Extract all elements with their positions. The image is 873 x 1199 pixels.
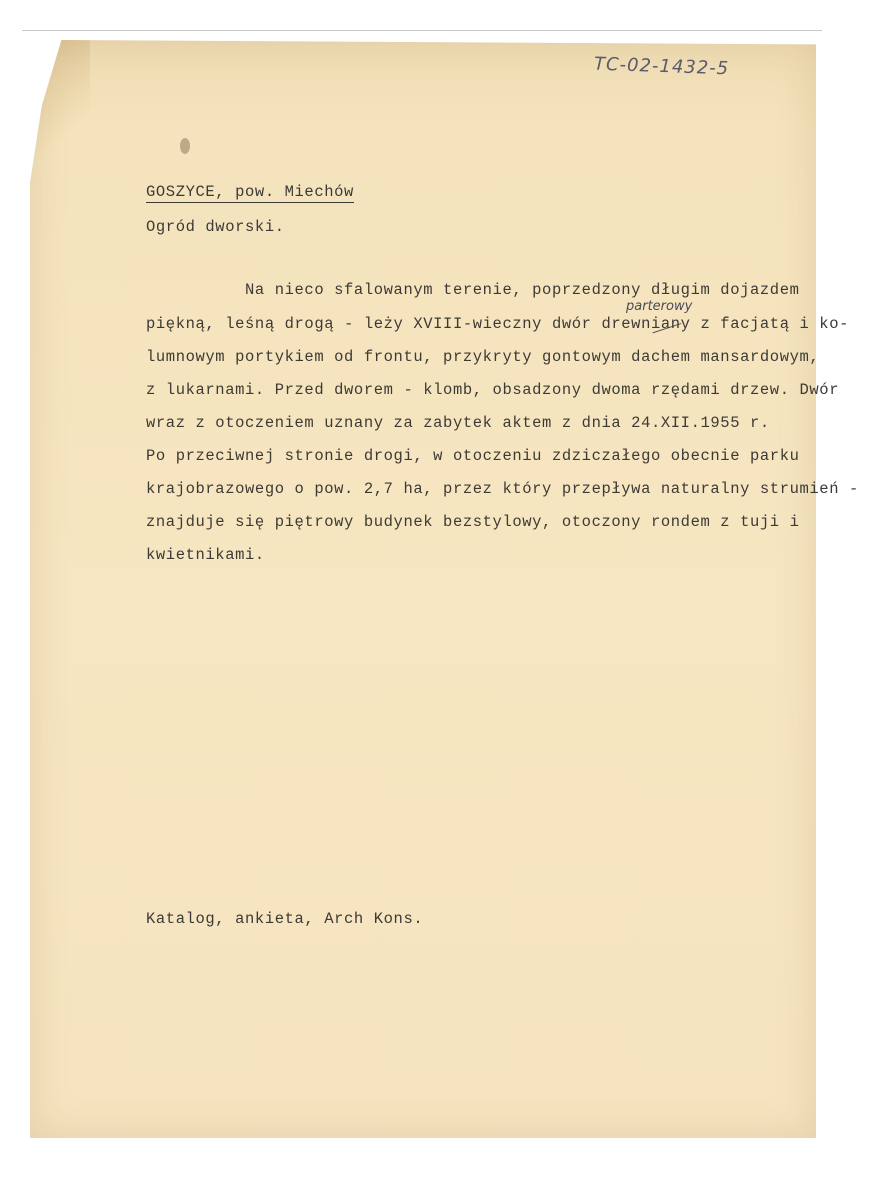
body-line: z lukarnami. Przed dworem - klomb, obsadzony dwoma rzędami drzew. Dwór	[146, 381, 840, 399]
handwritten-reference-number: TC-02-1432-5	[593, 53, 730, 80]
document-title	[146, 183, 354, 201]
body-line: lumnowym portykiem od frontu, przykryty gontowym dachem mansardowym,	[146, 348, 820, 366]
body-line: piękną, leśną drogą - leży XVIII-wieczny dwór drewniany z facjatą i ko-	[146, 315, 850, 333]
document-paper	[30, 40, 816, 1138]
document-footer-source: Katalog, ankieta, Arch Kons.	[146, 910, 424, 928]
title-place: GOSZYCE, pow. Miechów	[146, 183, 354, 201]
handwritten-insertion: parterowy	[626, 299, 693, 314]
body-line: znajduje się piętrowy budynek bezstylowy, otoczony rondem z tuji i	[146, 513, 800, 531]
body-line: wraz z otoczeniem uznany za zabytek aktem z dnia 24.XII.1955 r.	[146, 414, 770, 432]
body-line: Na nieco sfalowanym terenie, poprzedzony długim dojazdem	[146, 281, 800, 299]
document-subtitle: Ogród dworski.	[146, 218, 285, 236]
scan-edge-line	[22, 30, 822, 31]
body-line: krajobrazowego o pow. 2,7 ha, przez który przepływa naturalny strumień -	[146, 480, 859, 498]
body-line: kwietnikami.	[146, 546, 265, 564]
ink-smudge	[180, 138, 190, 154]
body-line: Po przeciwnej stronie drogi, w otoczeniu zdziczałego obecnie parku	[146, 447, 800, 465]
